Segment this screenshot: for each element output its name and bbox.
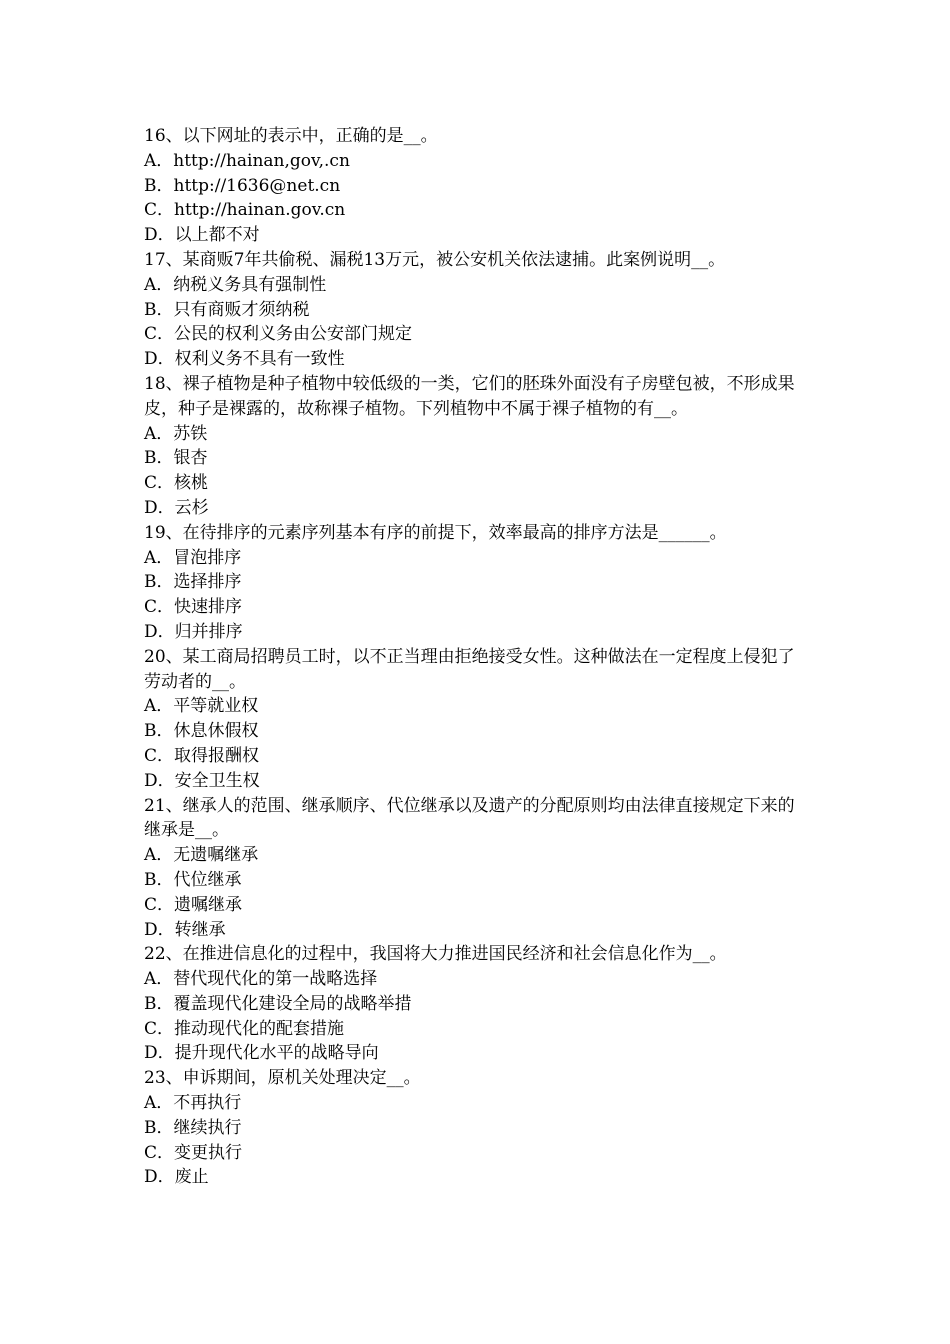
option-d: D．权利义务不具有一致性 [144,349,345,370]
question-17 [144,248,812,372]
question-22 [144,942,812,1066]
option-c: C．核桃 [144,473,209,494]
option-d: D．转继承 [144,919,226,940]
option-b: B．休息休假权 [144,721,259,742]
option-b: B．代位继承 [144,869,242,890]
question-23 [144,1066,812,1190]
option-d: D．以上都不对 [144,225,260,246]
question-stem: 23、申诉期间，原机关处理决定__。 [144,1068,421,1089]
question-16 [144,124,812,248]
option-b: B．只有商贩才须纳税 [144,299,310,320]
question-stem: 20、某工商局招聘员工时，以不正当理由拒绝接受女性。这种做法在一定程度上侵犯了劳动者的__。 [144,646,795,692]
option-b: B．银杏 [144,448,208,469]
option-b: B．http://1636@net.cn [144,175,341,196]
option-b: B．选择排序 [144,572,242,593]
option-a: A．http://hainan,gov,.cn [144,150,350,171]
option-c: C．快速排序 [144,597,243,618]
question-18 [144,372,812,521]
option-a: A．无遗嘱继承 [144,845,259,866]
question-stem: 16、以下网址的表示中，正确的是__。 [144,126,438,146]
option-d: D．归并排序 [144,621,243,642]
option-c: C．变更执行 [144,1142,243,1163]
option-a: A．平等就业权 [144,696,259,717]
option-c: C．公民的权利义务由公安部门规定 [144,324,413,345]
option-c: C．遗嘱继承 [144,894,243,915]
question-stem: 17、某商贩7年共偷税、漏税13万元，被公安机关依法逮捕。此案例说明__。 [144,249,726,270]
option-a: A．替代现代化的第一战略选择 [144,969,378,990]
question-19 [144,521,812,645]
option-d: D．提升现代化水平的战略导向 [144,1043,379,1064]
question-20 [144,645,812,794]
option-a: A．不再执行 [144,1093,242,1114]
option-b: B．继续执行 [144,1117,242,1138]
question-stem: 19、在待排序的元素序列基本有序的前提下，效率最高的排序方法是______。 [144,522,727,543]
document-page [144,124,812,1190]
option-c: C．http://hainan.gov.cn [144,200,346,221]
option-c: C．推动现代化的配套措施 [144,1018,345,1039]
question-stem: 22、在推进信息化的过程中，我国将大力推进国民经济和社会信息化作为__。 [144,944,727,965]
question-21 [144,794,812,943]
option-a: A．苏铁 [144,423,208,444]
option-a: A．纳税义务具有强制性 [144,274,327,295]
option-c: C．取得报酬权 [144,745,260,766]
option-d: D．安全卫生权 [144,770,260,791]
question-stem: 21、继承人的范围、继承顺序、代位继承以及遗产的分配原则均由法律直接规定下来的继承是__。 [144,795,795,841]
option-d: D．废止 [144,1167,209,1188]
question-stem: 18、裸子植物是种子植物中较低级的一类，它们的胚珠外面没有子房壁包被，不形成果皮，种子是裸露的，故称裸子植物。下列植物中不属于裸子植物的有__。 [144,373,795,419]
option-d: D．云杉 [144,497,209,518]
option-b: B．覆盖现代化建设全局的战略举措 [144,993,412,1014]
option-a: A．冒泡排序 [144,547,242,568]
